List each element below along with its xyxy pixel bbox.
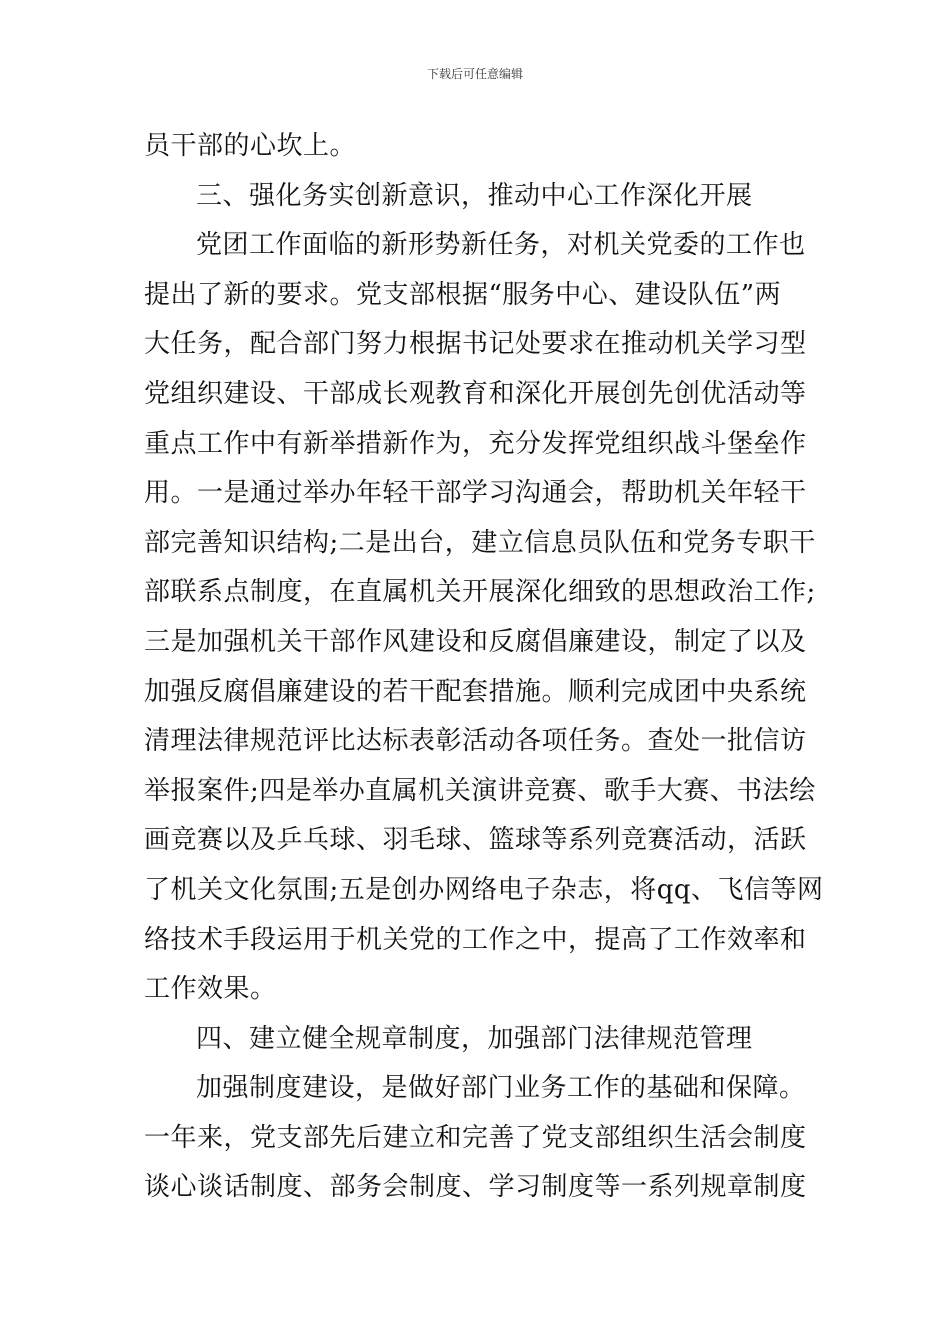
text-line: 工作效果。 <box>144 974 277 1005</box>
text-line: 党组织建设、干部成长观教育和深化开展创先创优活动等 <box>144 378 807 409</box>
text-line: 加强反腐倡廉建设的若干配套措施。顺利完成团中央系统 <box>144 676 807 707</box>
text-line: 重点工作中有新举措新作为，充分发挥党组织战斗堡垒作 <box>144 428 807 459</box>
page-header: 下载后可任意编辑 <box>426 67 523 81</box>
text-line: 党团工作面临的新形势新任务，对机关党委的工作也 <box>196 230 806 261</box>
text-line: 提出了新的要求。党支部根据“服务中心、建设队伍”两 <box>144 279 782 310</box>
text-line: 一年来，党支部先后建立和完善了党支部组织生活会制度 <box>144 1122 807 1153</box>
text-line: 谈心谈话制度、部务会制度、学习制度等一系列规章制度 <box>144 1172 807 1203</box>
section-heading: 三、强化务实创新意识，推动中心工作深化开展 <box>196 180 753 211</box>
text-line: 加强制度建设，是做好部门业务工作的基础和保障。 <box>196 1073 806 1104</box>
text-line: 举报案件;四是举办直属机关演讲竞赛、歌手大赛、书法绘 <box>144 775 816 806</box>
text-line: 部联系点制度，在直属机关开展深化细致的思想政治工作; <box>144 577 816 608</box>
text-line: 清理法律规范评比达标表彰活动各项任务。查处一批信访 <box>144 726 807 757</box>
text-line: 用。一是通过举办年轻干部学习沟通会，帮助机关年轻干 <box>144 478 807 509</box>
text-line: 员干部的心坎上。 <box>144 131 357 161</box>
text-line: 三是加强机关干部作风建设和反腐倡廉建设，制定了以及 <box>144 626 807 657</box>
text-line: 了机关文化氛围;五是创办网络电子杂志，将qq、飞信等网 <box>144 874 824 905</box>
text-line: 画竞赛以及乒乓球、羽毛球、篮球等系列竞赛活动，活跃 <box>144 825 807 856</box>
text-line: 部完善知识结构;二是出台，建立信息员队伍和党务专职干 <box>144 527 816 558</box>
text-line: 大任务，配合部门努力根据书记处要求在推动机关学习型 <box>144 329 807 360</box>
document-body <box>144 122 824 1213</box>
text-line: 络技术手段运用于机关党的工作之中，提高了工作效率和 <box>144 924 807 955</box>
section-heading: 四、建立健全规章制度，加强部门法律规范管理 <box>196 1023 753 1054</box>
